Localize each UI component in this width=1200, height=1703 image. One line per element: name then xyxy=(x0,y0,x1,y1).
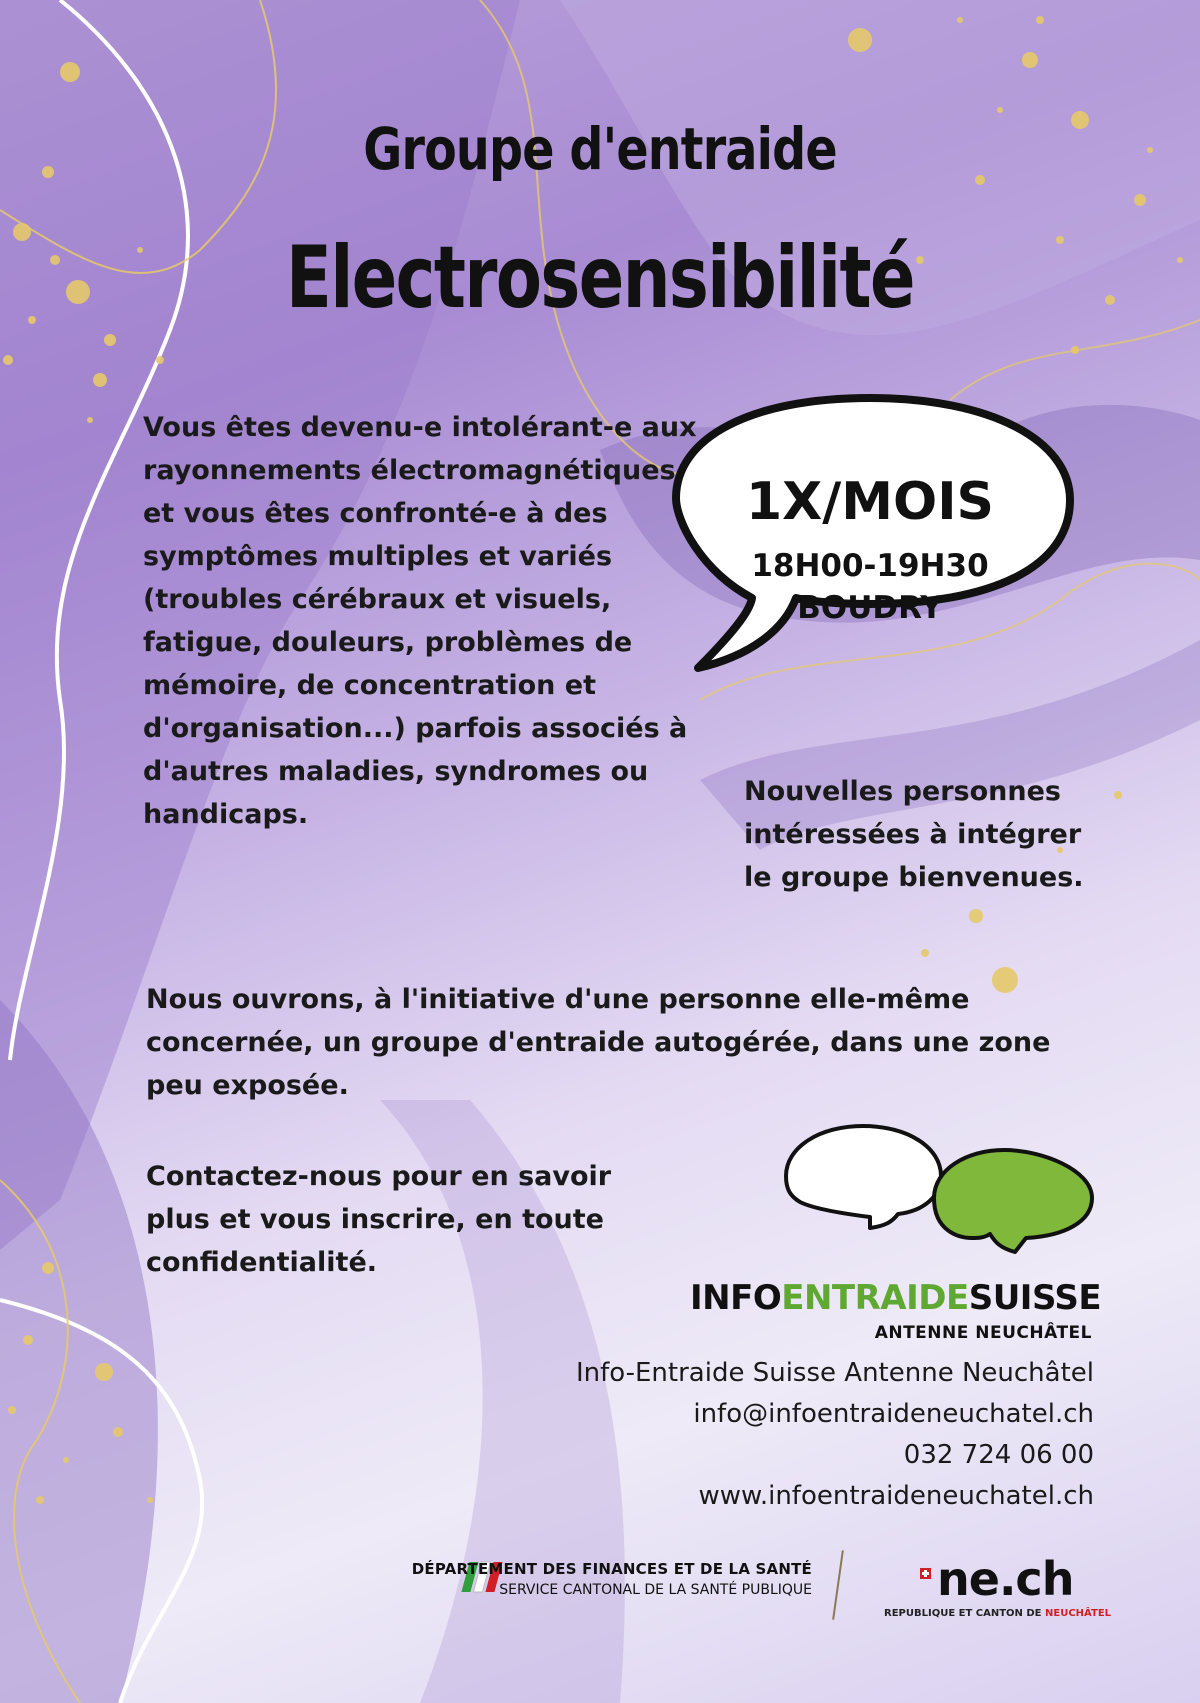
purple-wash xyxy=(0,1000,158,1703)
email-link[interactable]: info@infoentraideneuchatel.ch xyxy=(693,1399,1094,1429)
title-line-2: Electrosensibilité xyxy=(286,228,914,328)
opening-paragraph xyxy=(146,978,1106,1107)
logo-part-green: ENTRAIDE xyxy=(781,1278,969,1318)
meeting-place: BOUDRY xyxy=(797,590,943,626)
logo-part: SUISSE xyxy=(968,1278,1102,1318)
opening-emphasis: une zone peu exposée xyxy=(146,1027,1051,1101)
intro-emphasis: intolérant-e aux rayonnements électromagnétiques xyxy=(143,412,697,486)
department-block xyxy=(380,1560,812,1598)
org-logo-bubbles xyxy=(786,1126,1092,1252)
nech-logo xyxy=(885,1552,1073,1606)
intro-text: Vous êtes devenu-e xyxy=(143,412,452,443)
opening-text: . xyxy=(338,1070,349,1101)
meeting-time: 18H00-19H30 xyxy=(751,548,989,584)
org-subtitle: ANTENNE NEUCHÂTEL xyxy=(874,1323,1092,1343)
republic-canton xyxy=(884,1608,1111,1619)
nech-logo-text: ne.ch xyxy=(937,1552,1074,1606)
republic-text: REPUBLIQUE ET CANTON DE xyxy=(884,1608,1045,1619)
welcome-text: Nouvelles personnes intéressées à intégrer le groupe bienvenues. xyxy=(744,776,1084,893)
department-name: DÉPARTEMENT DES FINANCES ET DE LA SANTÉ xyxy=(411,1560,812,1578)
service-name: SERVICE CANTONAL DE LA SANTÉ PUBLIQUE xyxy=(499,1582,812,1598)
title-line-1: Groupe d'entraide xyxy=(363,115,837,183)
logo-part: INFO xyxy=(690,1278,782,1318)
contact-emphasis: confidentialité xyxy=(146,1247,367,1278)
intro-paragraph xyxy=(143,406,703,836)
phone-number[interactable]: 032 724 06 00 xyxy=(903,1440,1094,1470)
intro-emphasis: symptômes multiples xyxy=(143,541,470,572)
contact-text: . xyxy=(366,1247,378,1278)
intro-text: et variés (troubles cérébraux et visuels, fatigue, douleurs, problèmes de mémoire, de concentration et d'organisation...) parfois associés à d'autres maladies, syndromes ou handicaps. xyxy=(143,541,688,830)
opening-text: Nous ouvrons, à l'initiative d'une personne elle-même concernée, un groupe d'entraide autogérée, dans xyxy=(146,984,970,1058)
gold-line xyxy=(950,320,1200,400)
meeting-frequency: 1X/MOIS xyxy=(745,472,994,532)
website-link[interactable]: www.infoentraideneuchatel.ch xyxy=(698,1481,1094,1511)
org-name: Info-Entraide Suisse Antenne Neuchâtel xyxy=(575,1358,1094,1388)
republic-text-red: NEUCHÂTEL xyxy=(1045,1608,1112,1619)
contact-text: Contactez-nous pour en savoir plus et vous inscrire, en toute xyxy=(146,1161,612,1235)
intro-text: et vous êtes confronté-e à des xyxy=(143,498,608,529)
org-logo xyxy=(690,1278,1102,1318)
contact-call xyxy=(146,1155,666,1284)
